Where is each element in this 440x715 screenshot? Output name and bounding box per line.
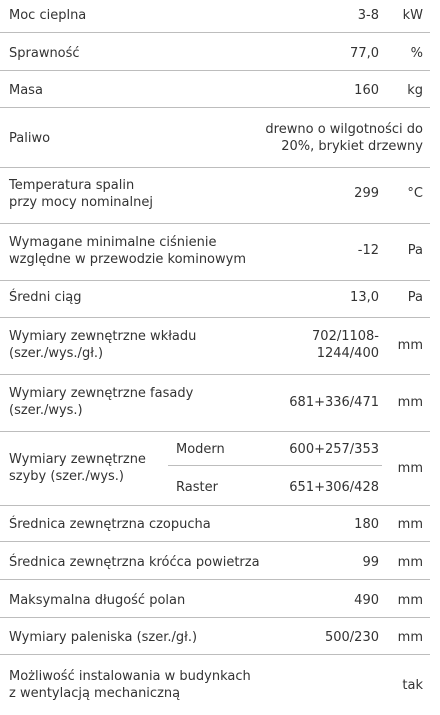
row-value-line1: drewno o wilgotności do (265, 122, 423, 137)
row-value-line2: 20%, brykiet drzewny (281, 139, 423, 154)
variant-value: 651+306/428 (289, 480, 379, 495)
row-divider (0, 223, 430, 224)
row-divider (0, 167, 430, 168)
row-divider (0, 280, 430, 281)
row-value: 3-8 (357, 8, 379, 23)
row-label-line1: Wymiary zewnętrzne fasady (9, 386, 194, 401)
variant-divider (168, 465, 382, 466)
row-label: Masa (9, 83, 43, 98)
row-value: 13,0 (350, 290, 379, 305)
row-unit: % (410, 46, 423, 61)
row-unit: mm (397, 593, 423, 608)
row-label-line2: z wentylacją mechaniczną (9, 686, 181, 701)
row-value: 490 (354, 593, 379, 608)
row-value: 99 (362, 555, 379, 570)
row-label: Paliwo (9, 131, 51, 146)
row-label: Średnica zewnętrzna czopucha (9, 517, 211, 532)
row-label-line1: Możliwość instalowania w budynkach (9, 669, 251, 684)
row-value: 180 (354, 517, 379, 532)
row-label: Średni ciąg (9, 290, 82, 305)
row-divider (0, 617, 430, 618)
row-divider (0, 32, 430, 33)
row-unit: Pa (407, 243, 423, 258)
variant-name: Modern (176, 442, 225, 457)
row-value: -12 (357, 243, 379, 258)
row-value: 77,0 (350, 46, 379, 61)
row-label-line2: szyby (szer./wys.) (9, 469, 125, 484)
row-unit: mm (397, 630, 423, 645)
row-label-line1: Temperatura spalin (9, 178, 135, 193)
row-divider (0, 70, 430, 71)
row-label: Wymiary paleniska (szer./gł.) (9, 630, 198, 645)
row-label: Moc cieplna (9, 8, 87, 23)
row-unit: mm (397, 461, 423, 476)
row-divider (0, 107, 430, 108)
row-divider (0, 505, 430, 506)
row-divider (0, 374, 430, 375)
row-unit: mm (397, 517, 423, 532)
row-value: tak (402, 678, 423, 693)
row-unit: kW (402, 8, 423, 23)
row-value: 681+336/471 (289, 395, 379, 410)
row-value: 299 (354, 186, 379, 201)
row-label: Średnica zewnętrzna króćca powietrza (9, 555, 260, 570)
row-label: Sprawność (9, 46, 80, 61)
row-unit: Pa (407, 290, 423, 305)
row-label-line2: przy mocy nominalnej (9, 195, 153, 210)
row-unit: mm (397, 395, 423, 410)
row-label-line2: względne w przewodzie kominowym (9, 252, 247, 267)
row-value: 160 (354, 83, 379, 98)
row-label-line1: Wymiary zewnętrzne (9, 452, 146, 467)
row-unit: mm (397, 338, 423, 353)
row-divider (0, 541, 430, 542)
row-label-line2: (szer./wys./gł.) (9, 346, 104, 361)
row-divider (0, 317, 430, 318)
row-label-line1: Wymiary zewnętrzne wkładu (9, 329, 197, 344)
row-label-line2: (szer./wys.) (9, 403, 83, 418)
row-label: Maksymalna długość polan (9, 593, 186, 608)
row-divider (0, 579, 430, 580)
row-value-line1: 702/1108- (312, 329, 379, 344)
variant-value: 600+257/353 (289, 442, 379, 457)
row-value-line2: 1244/400 (316, 346, 379, 361)
row-unit: mm (397, 555, 423, 570)
variant-name: Raster (176, 480, 218, 495)
row-label-line1: Wymagane minimalne ciśnienie (9, 235, 217, 250)
row-divider (0, 654, 430, 655)
row-divider (0, 431, 430, 432)
row-unit: kg (407, 83, 423, 98)
row-unit: °C (407, 186, 423, 201)
row-value: 500/230 (324, 630, 379, 645)
